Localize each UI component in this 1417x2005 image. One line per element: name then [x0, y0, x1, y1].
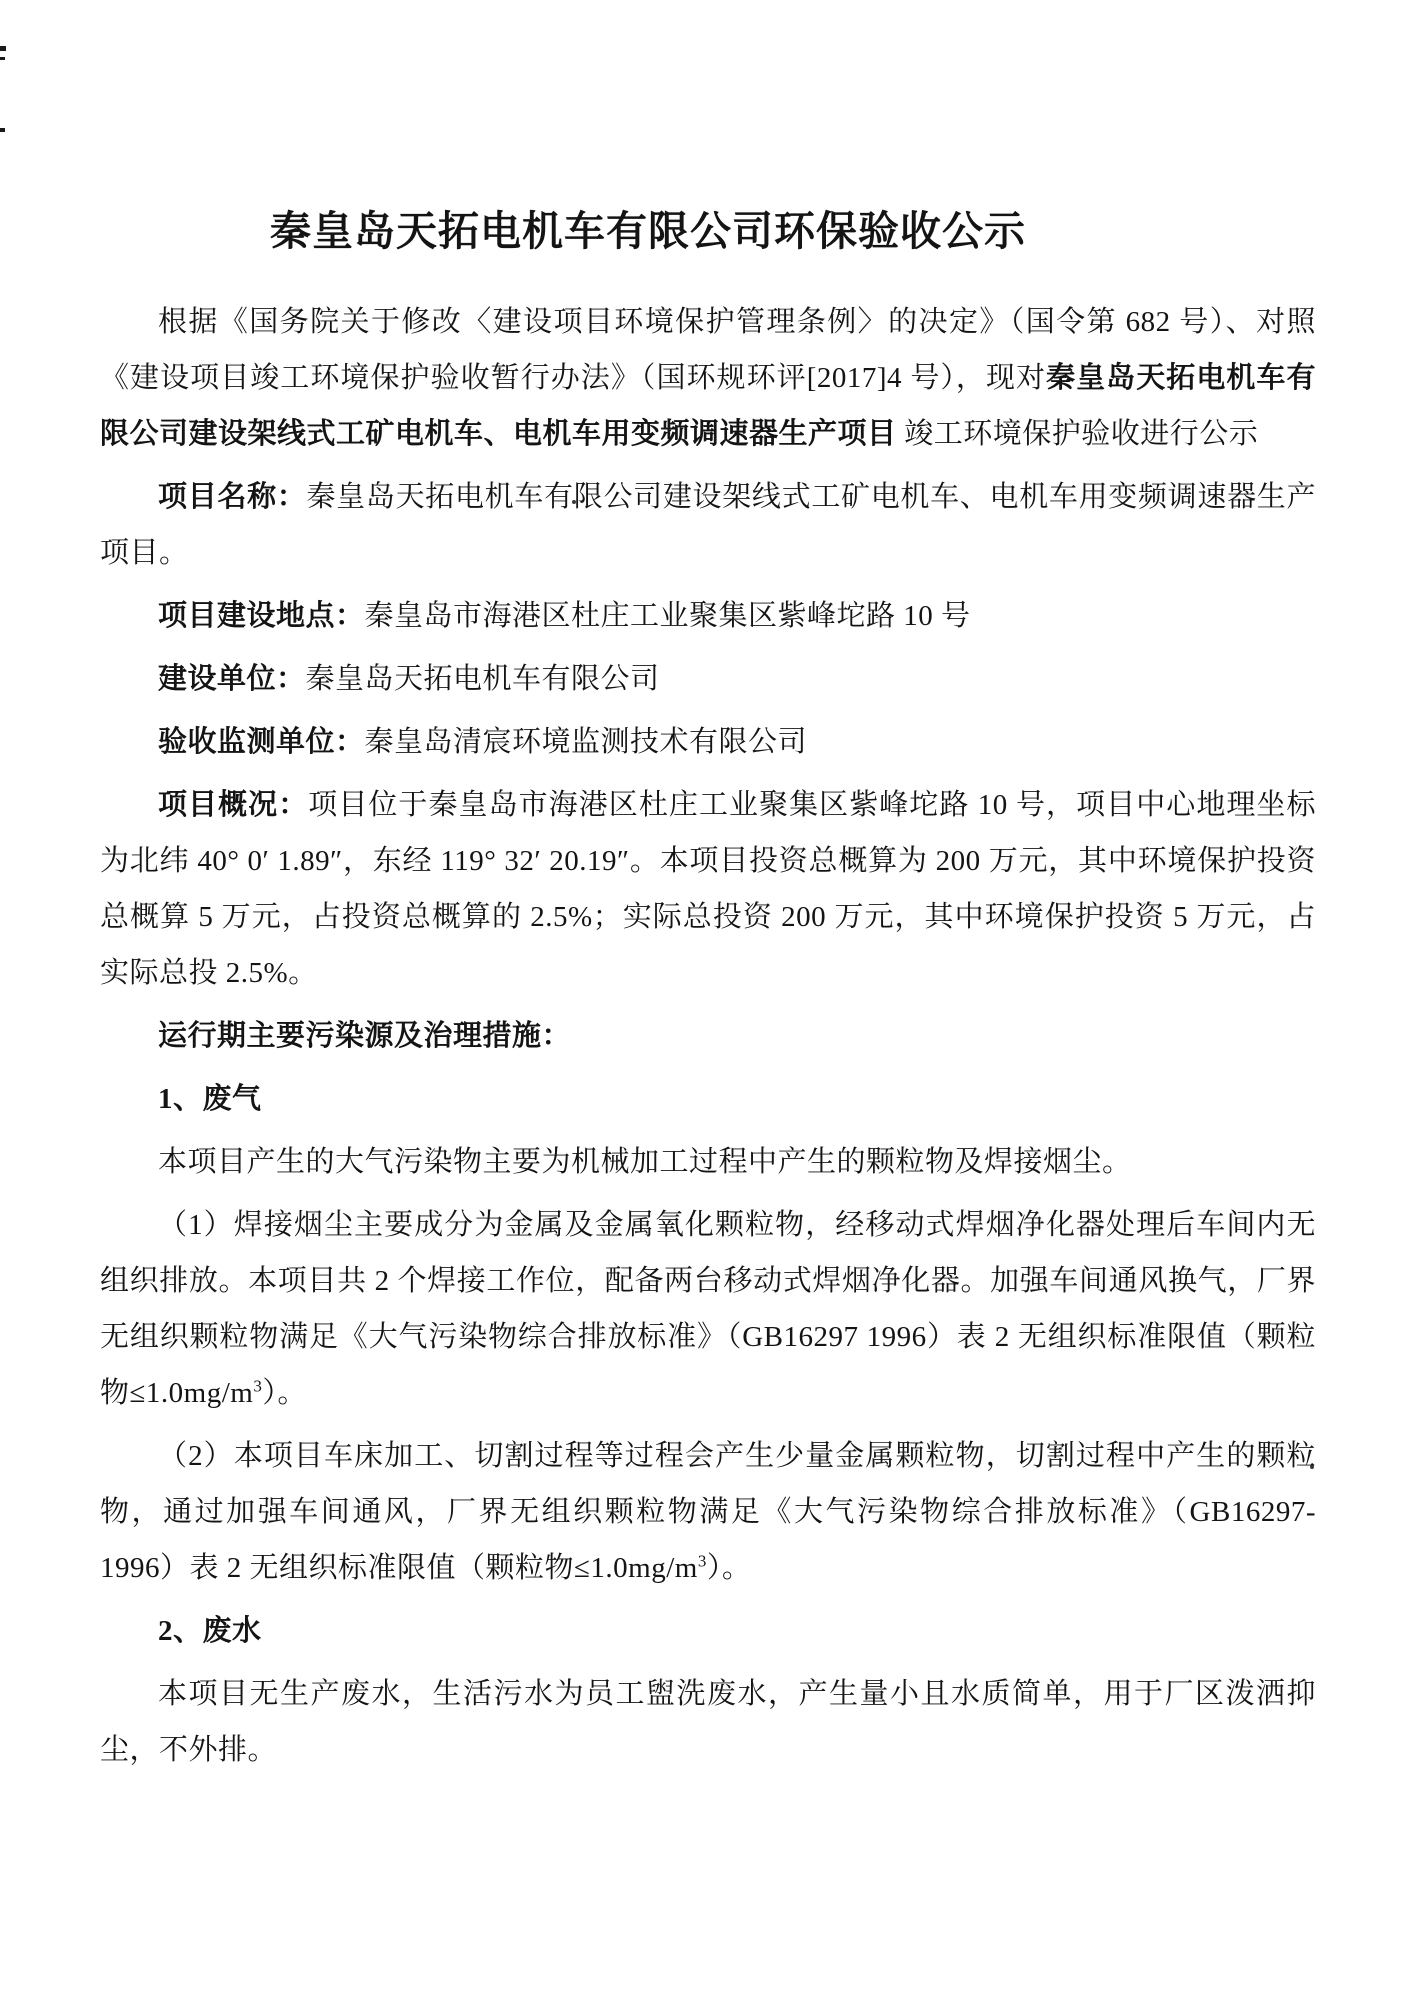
- text-run: （1）焊接烟尘主要成分为金属及金属氧化颗粒物，经移动式焊烟净化器处理后车间内无组织排放。本项目共 2 个焊接工作位，配备两台移动式焊烟净化器。加强车间通风换气，厂界无组织颗粒物满足《大气污染物综合排放标准》（GB16297 1996）表 2 无组织标准限值（颗粒物≤1.0mg/m: [100, 1209, 1316, 1409]
- bold-text-run: 项目建设地点：: [158, 600, 365, 632]
- superscript-run: 3: [253, 1376, 263, 1396]
- paragraph: [100, 1071, 1316, 1127]
- paragraph: [100, 588, 1316, 644]
- bold-text-run: 运行期主要污染源及治理措施：: [158, 1020, 572, 1052]
- paragraph: [100, 714, 1316, 770]
- document-body: [100, 294, 1316, 1785]
- text-run: ）。: [706, 1552, 752, 1584]
- bold-text-run: 1、废气: [158, 1083, 262, 1115]
- paragraph: [100, 1008, 1316, 1064]
- paragraph: [100, 1134, 1316, 1190]
- bold-text-run: 2、废水: [158, 1615, 262, 1647]
- paragraph: [100, 651, 1316, 707]
- text-run: 秦皇岛清宸环境监测技术有限公司: [364, 726, 808, 758]
- text-run: 秦皇岛天拓电机车有限公司: [305, 663, 660, 695]
- bold-text-run: 项目名称：: [158, 481, 307, 513]
- paragraph: [100, 777, 1316, 1001]
- text-run: 项目位于秦皇岛市海港区杜庄工业聚集区紫峰坨路 10 号，项目中心地理坐标为北纬 40° 0′ 1.89″，东经 119° 32′ 20.19″。本项目投资总概算为 200 万元，其中环境保护投资总概算 5 万元，占投资总概算的 2.5%；实际总投资 200 万元，其中环境保护投资 5 万元，占实际总投 2.5%。: [100, 789, 1316, 989]
- paragraph: [100, 1428, 1316, 1596]
- text-run: 本项目产生的大气污染物主要为机械加工过程中产生的颗粒物及焊接烟尘。: [158, 1146, 1132, 1178]
- paragraph: [100, 294, 1316, 462]
- bold-text-run: 验收监测单位：: [158, 726, 365, 758]
- scan-artifact-mark: [0, 128, 5, 132]
- paragraph: [100, 469, 1316, 581]
- text-run: （2）本项目车床加工、切割过程等过程会产生少量金属颗粒物，切割过程中产生的颗粒物，通过加强车间通风，厂界无组织颗粒物满足《大气污染物综合排放标准》（GB16297-1996）表 2 无组织标准限值（颗粒物≤1.0mg/m: [100, 1440, 1316, 1584]
- text-run: 竣工环境保护验收进行公示: [896, 418, 1259, 450]
- superscript-run: 3: [697, 1551, 707, 1571]
- bold-text-run: 建设单位：: [158, 663, 306, 695]
- text-run: ）。: [262, 1377, 307, 1409]
- paragraph: [100, 1603, 1316, 1659]
- text-run: 秦皇岛天拓电机车有限公司建设架线式工矿电机车、电机车用变频调速器生产项目。: [100, 481, 1316, 569]
- bold-text-run: 秦皇岛天拓电机车有限公司建设架线式工矿电机车、电机车用变频调速器生产项目: [100, 362, 1316, 450]
- text-run: 秦皇岛市海港区杜庄工业聚集区紫峰坨路 10 号: [364, 600, 971, 632]
- paragraph: [100, 1197, 1316, 1421]
- scan-artifact-mark: [0, 46, 6, 51]
- text-run: 本项目无生产废水，生活污水为员工盥洗废水，产生量小且水质简单，用于厂区泼洒抑尘，不外排。: [100, 1678, 1316, 1766]
- bold-text-run: 项目概况：: [158, 789, 309, 821]
- scan-artifact-mark: [0, 57, 5, 60]
- text-run: 根据《国务院关于修改〈建设项目环境保护管理条例〉的决定》（国令第 682 号）、对照《建设项目竣工环境保护验收暂行办法》（国环规环评[2017]4 号），现对: [100, 306, 1316, 394]
- document-title: 秦皇岛天拓电机车有限公司环保验收公示: [270, 208, 1026, 255]
- paragraph: [100, 1666, 1316, 1778]
